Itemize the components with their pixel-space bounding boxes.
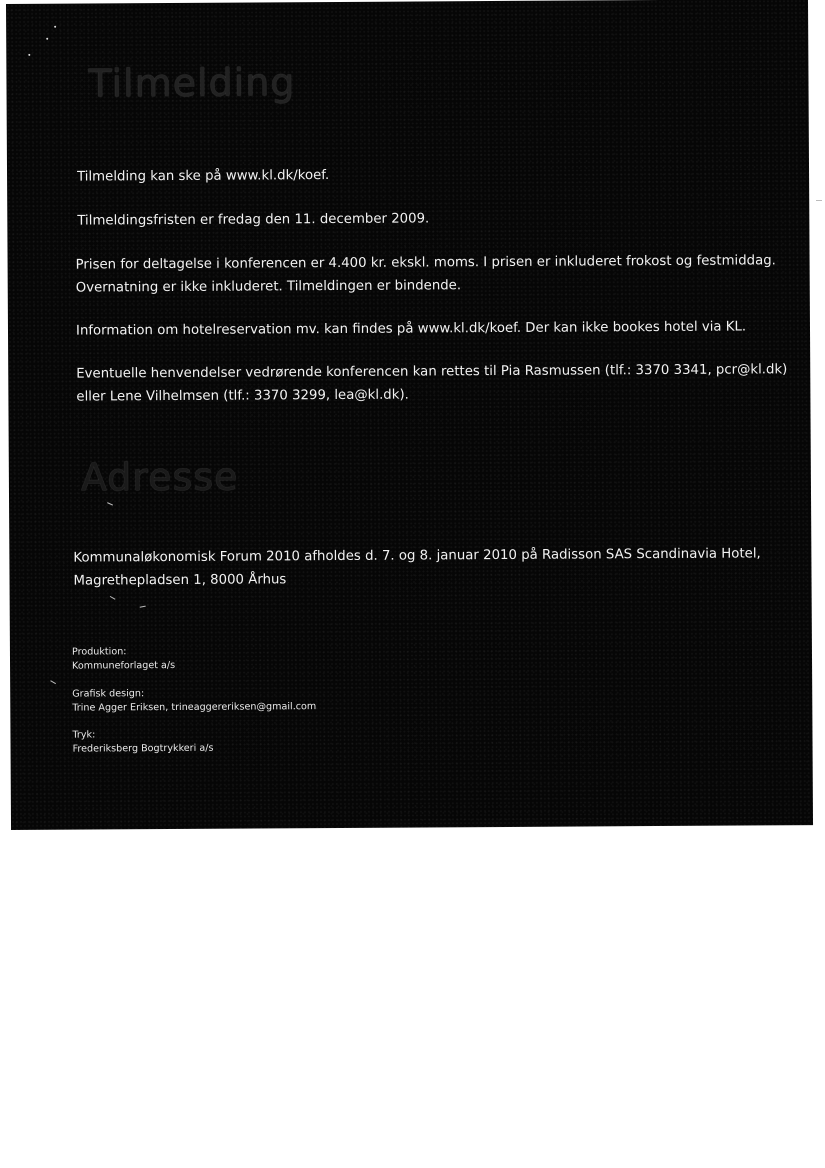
scan-mark [107,502,113,505]
contact-information-continued: eller Lene Vilhelmsen (tlf.: 3370 3299, lea@kl.dk). [76,387,409,405]
production-value: Kommuneforlaget a/s [72,659,176,672]
production-label: Produktion: [71,646,127,658]
print-label: Tryk: [72,729,96,741]
scan-speck [54,26,56,28]
venue-address: Magrethepladsen 1, 8000 Århus [73,572,287,589]
scan-mark [110,596,116,600]
scan-mark [140,606,146,608]
dark-panel [6,0,813,830]
scan-mark [50,680,56,684]
registration-heading: Tilmelding [88,60,296,106]
scan-speck [46,38,48,40]
design-value: Trine Agger Eriksen, trineaggereriksen@gmail.com [72,701,317,714]
print-value: Frederiksberg Bogtrykkeri a/s [72,742,214,755]
hotel-information: Information om hotelreservation mv. kan findes på www.kl.dk/koef. Der kan ikke bookes hotel via KL. [75,319,747,339]
scan-mark [816,200,822,201]
venue-heading: Adresse [80,454,239,500]
registration-line: Tilmelding kan ske på www.kl.dk/koef. [77,168,330,185]
registration-price-continued: Overnatning er ikke inkluderet. Tilmeldingen er bindende. [75,278,462,296]
design-label: Grafisk design: [72,688,145,700]
scan-speck [28,54,30,56]
registration-price: Prisen for deltagelse i konferencen er 4.400 kr. ekskl. moms. I prisen er inkluderet frokost og festmiddag. [75,253,776,273]
registration-deadline: Tilmeldingsfristen er fredag den 11. december 2009. [77,211,430,229]
contact-information: Eventuelle henvendelser vedrørende konferencen kan rettes til Pia Rasmussen (tlf.: 3370 3341, pcr@kl.dk) [76,362,788,382]
venue-line: Kommunaløkonomisk Forum 2010 afholdes d. 7. og 8. januar 2010 på Radisson SAS Scandinavia Hotel, [73,546,761,566]
